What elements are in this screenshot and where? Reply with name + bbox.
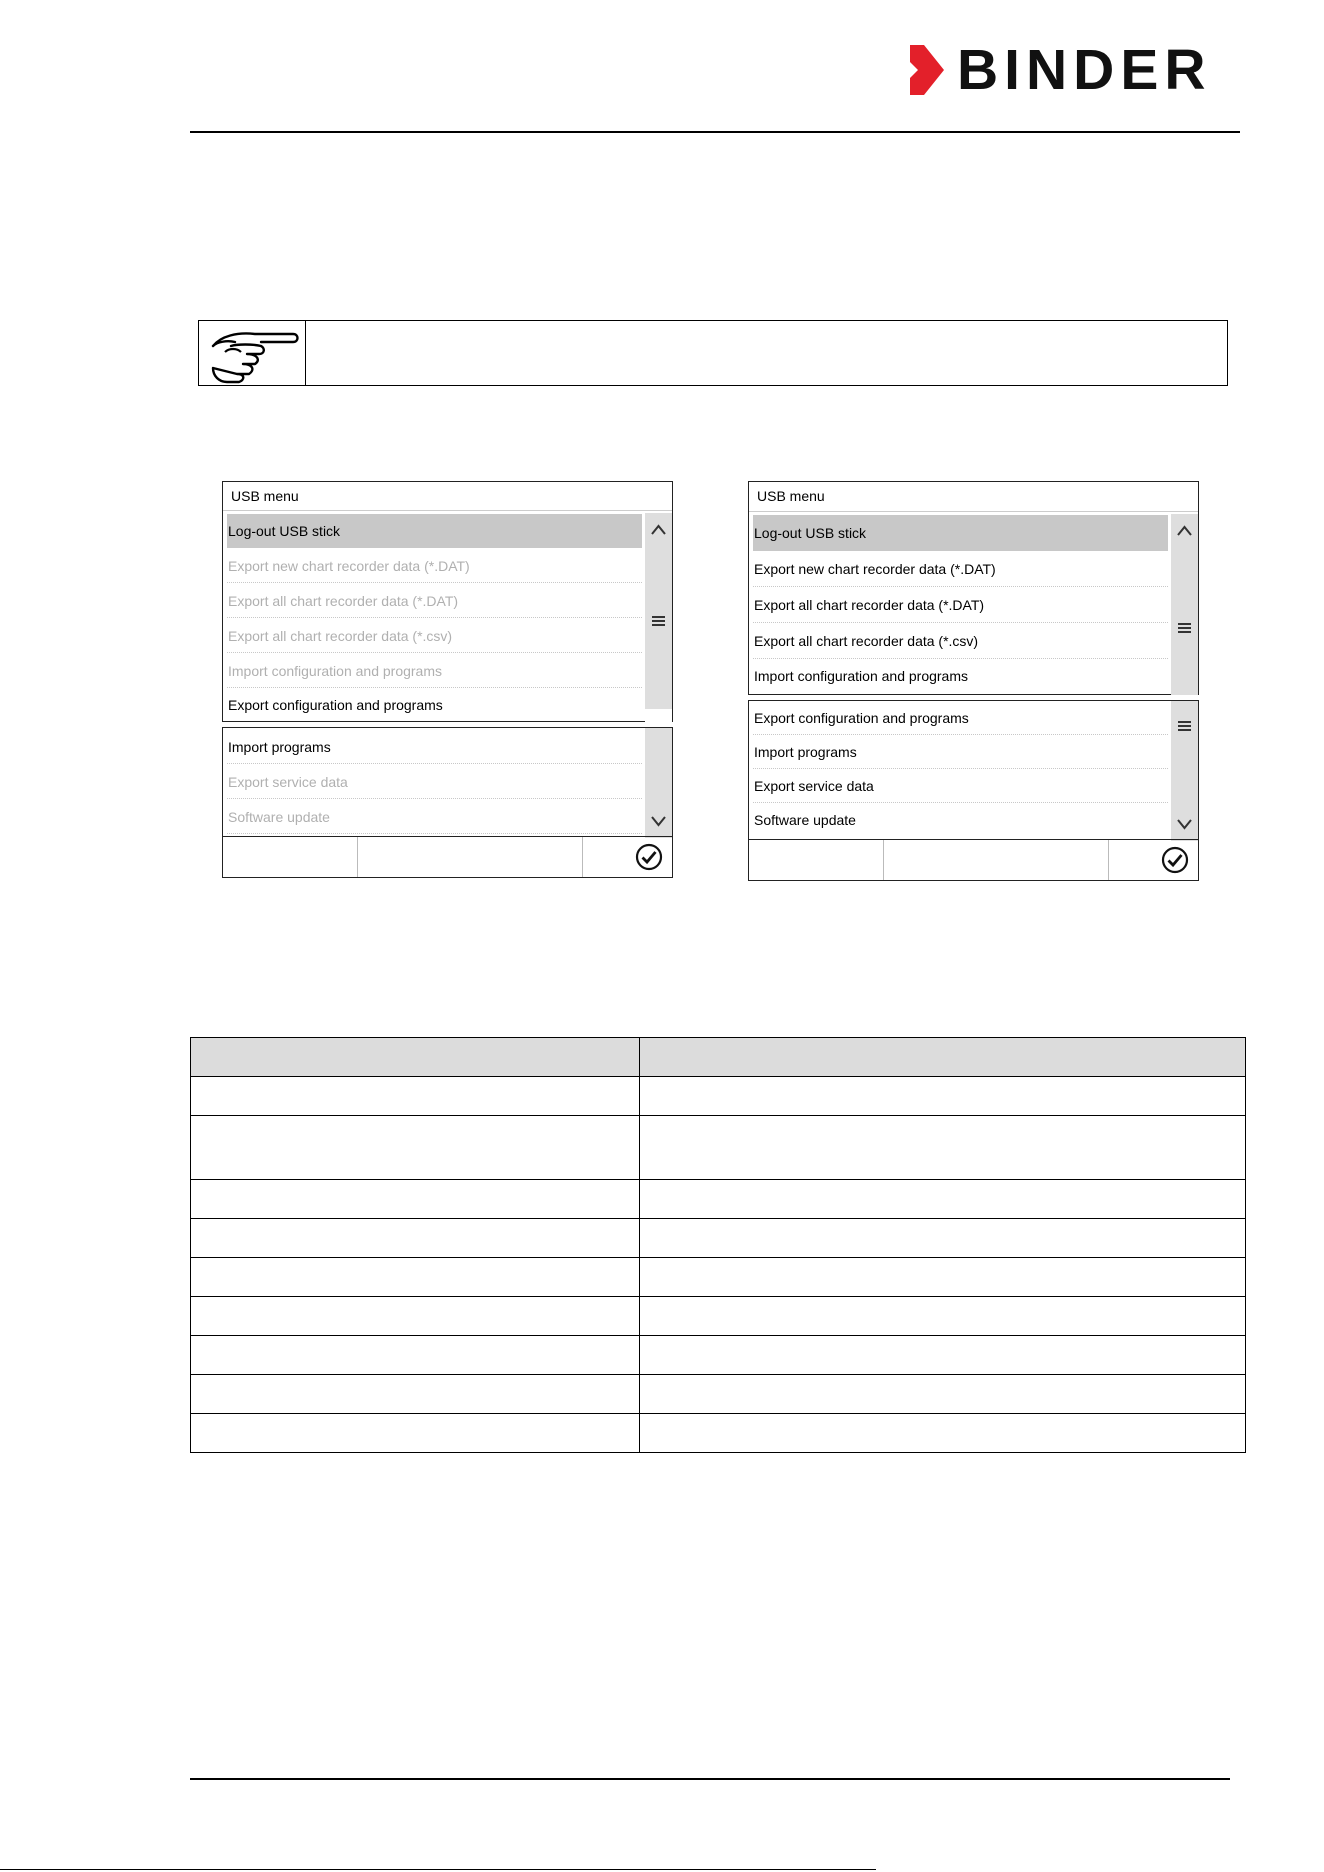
note-box	[198, 320, 1228, 386]
hamburger-icon[interactable]	[1171, 718, 1198, 734]
table-cell	[191, 1297, 640, 1336]
table-cell	[191, 1116, 640, 1180]
table-row	[191, 1219, 1246, 1258]
table-cell	[640, 1077, 1246, 1116]
table-cell	[191, 1219, 640, 1258]
usb-menu-screen-1	[222, 481, 673, 878]
menu-item-import-programs[interactable]: Import programs	[753, 735, 1168, 769]
screen-title: USB menu	[231, 488, 299, 504]
table-row	[191, 1116, 1246, 1180]
usb-menu-top-panel	[748, 481, 1199, 695]
screen-footer	[749, 839, 1198, 880]
table-cell	[640, 1258, 1246, 1297]
table-cell	[191, 1375, 640, 1414]
chevron-up-icon[interactable]	[1171, 522, 1198, 540]
table-cell	[640, 1180, 1246, 1219]
footer-rule	[190, 1778, 1230, 1780]
usb-menu-bottom-panel	[222, 727, 673, 878]
menu-item-export-all-csv[interactable]: Export all chart recorder data (*.csv)	[753, 623, 1168, 659]
hamburger-icon[interactable]	[1171, 620, 1198, 636]
menu-item-import-config[interactable]: Import configuration and programs	[227, 654, 642, 688]
table-cell	[640, 1219, 1246, 1258]
binder-logo	[910, 40, 1240, 100]
menu-item-export-all-dat[interactable]: Export all chart recorder data (*.DAT)	[227, 584, 642, 618]
table-row	[191, 1375, 1246, 1414]
menu-item-export-service[interactable]: Export service data	[753, 769, 1168, 803]
menu-item-export-all-csv[interactable]: Export all chart recorder data (*.csv)	[227, 619, 642, 653]
usb-menu-screen-2	[748, 481, 1199, 881]
screen-footer	[223, 836, 672, 877]
footer-divider	[1108, 840, 1109, 880]
title-divider	[223, 510, 672, 511]
table-row	[191, 1297, 1246, 1336]
scrollbar-gap	[645, 709, 672, 722]
table-header-row	[191, 1038, 1246, 1077]
function-table	[190, 1037, 1246, 1453]
menu-item-export-all-dat[interactable]: Export all chart recorder data (*.DAT)	[753, 587, 1168, 623]
menu-item-logout-usb[interactable]: Log-out USB stick	[227, 514, 642, 548]
table-cell	[191, 1180, 640, 1219]
menu-item-software-update[interactable]: Software update	[227, 800, 642, 834]
table-cell	[191, 1336, 640, 1375]
menu-item-import-config[interactable]: Import configuration and programs	[754, 668, 968, 684]
table-cell	[640, 1297, 1246, 1336]
footer-divider	[582, 837, 583, 877]
title-divider	[749, 511, 1198, 512]
table-cell	[640, 1116, 1246, 1180]
table-row	[191, 1258, 1246, 1297]
table-row	[191, 1336, 1246, 1375]
table-cell	[191, 1258, 640, 1297]
table-header-cell	[640, 1038, 1246, 1077]
menu-item-import-programs[interactable]: Import programs	[227, 730, 642, 764]
footer-divider	[883, 840, 884, 880]
chevron-down-icon[interactable]	[645, 812, 672, 830]
table-cell	[640, 1336, 1246, 1375]
menu-item-logout-usb[interactable]: Log-out USB stick	[753, 515, 1168, 551]
usb-menu-bottom-panel	[748, 700, 1199, 881]
usb-menu-top-panel	[222, 481, 673, 722]
page-bottom-line	[0, 1869, 876, 1870]
header-rule	[190, 131, 1240, 133]
menu-item-export-new-dat[interactable]: Export new chart recorder data (*.DAT)	[227, 549, 642, 583]
chevron-down-icon[interactable]	[1171, 815, 1198, 833]
scrollbar-track-lower[interactable]	[645, 728, 672, 838]
footer-divider	[357, 837, 358, 877]
table-cell	[640, 1414, 1246, 1453]
hamburger-icon[interactable]	[645, 613, 672, 629]
checkmark-circle-icon[interactable]	[1161, 846, 1189, 874]
table-cell	[191, 1414, 640, 1453]
checkmark-circle-icon[interactable]	[635, 843, 663, 871]
pointing-hand-icon	[207, 324, 299, 384]
menu-item-export-config[interactable]: Export configuration and programs	[228, 697, 443, 713]
logo-chevron-icon	[910, 40, 950, 100]
scrollbar-track[interactable]	[1171, 514, 1198, 695]
table-cell	[191, 1077, 640, 1116]
table-header-cell	[191, 1038, 640, 1077]
menu-item-export-config[interactable]: Export configuration and programs	[753, 701, 1168, 735]
table-row	[191, 1414, 1246, 1453]
brand-name: BINDER	[957, 38, 1212, 102]
table-cell	[640, 1375, 1246, 1414]
chevron-up-icon[interactable]	[645, 521, 672, 539]
table-row	[191, 1077, 1246, 1116]
menu-item-export-service[interactable]: Export service data	[227, 765, 642, 799]
screen-title: USB menu	[757, 488, 825, 504]
scrollbar-track[interactable]	[645, 513, 672, 709]
scrollbar-track-lower[interactable]	[1171, 701, 1198, 841]
menu-item-export-new-dat[interactable]: Export new chart recorder data (*.DAT)	[753, 551, 1168, 587]
table-row	[191, 1180, 1246, 1219]
menu-item-software-update[interactable]: Software update	[754, 812, 856, 828]
note-icon-cell	[199, 321, 306, 385]
